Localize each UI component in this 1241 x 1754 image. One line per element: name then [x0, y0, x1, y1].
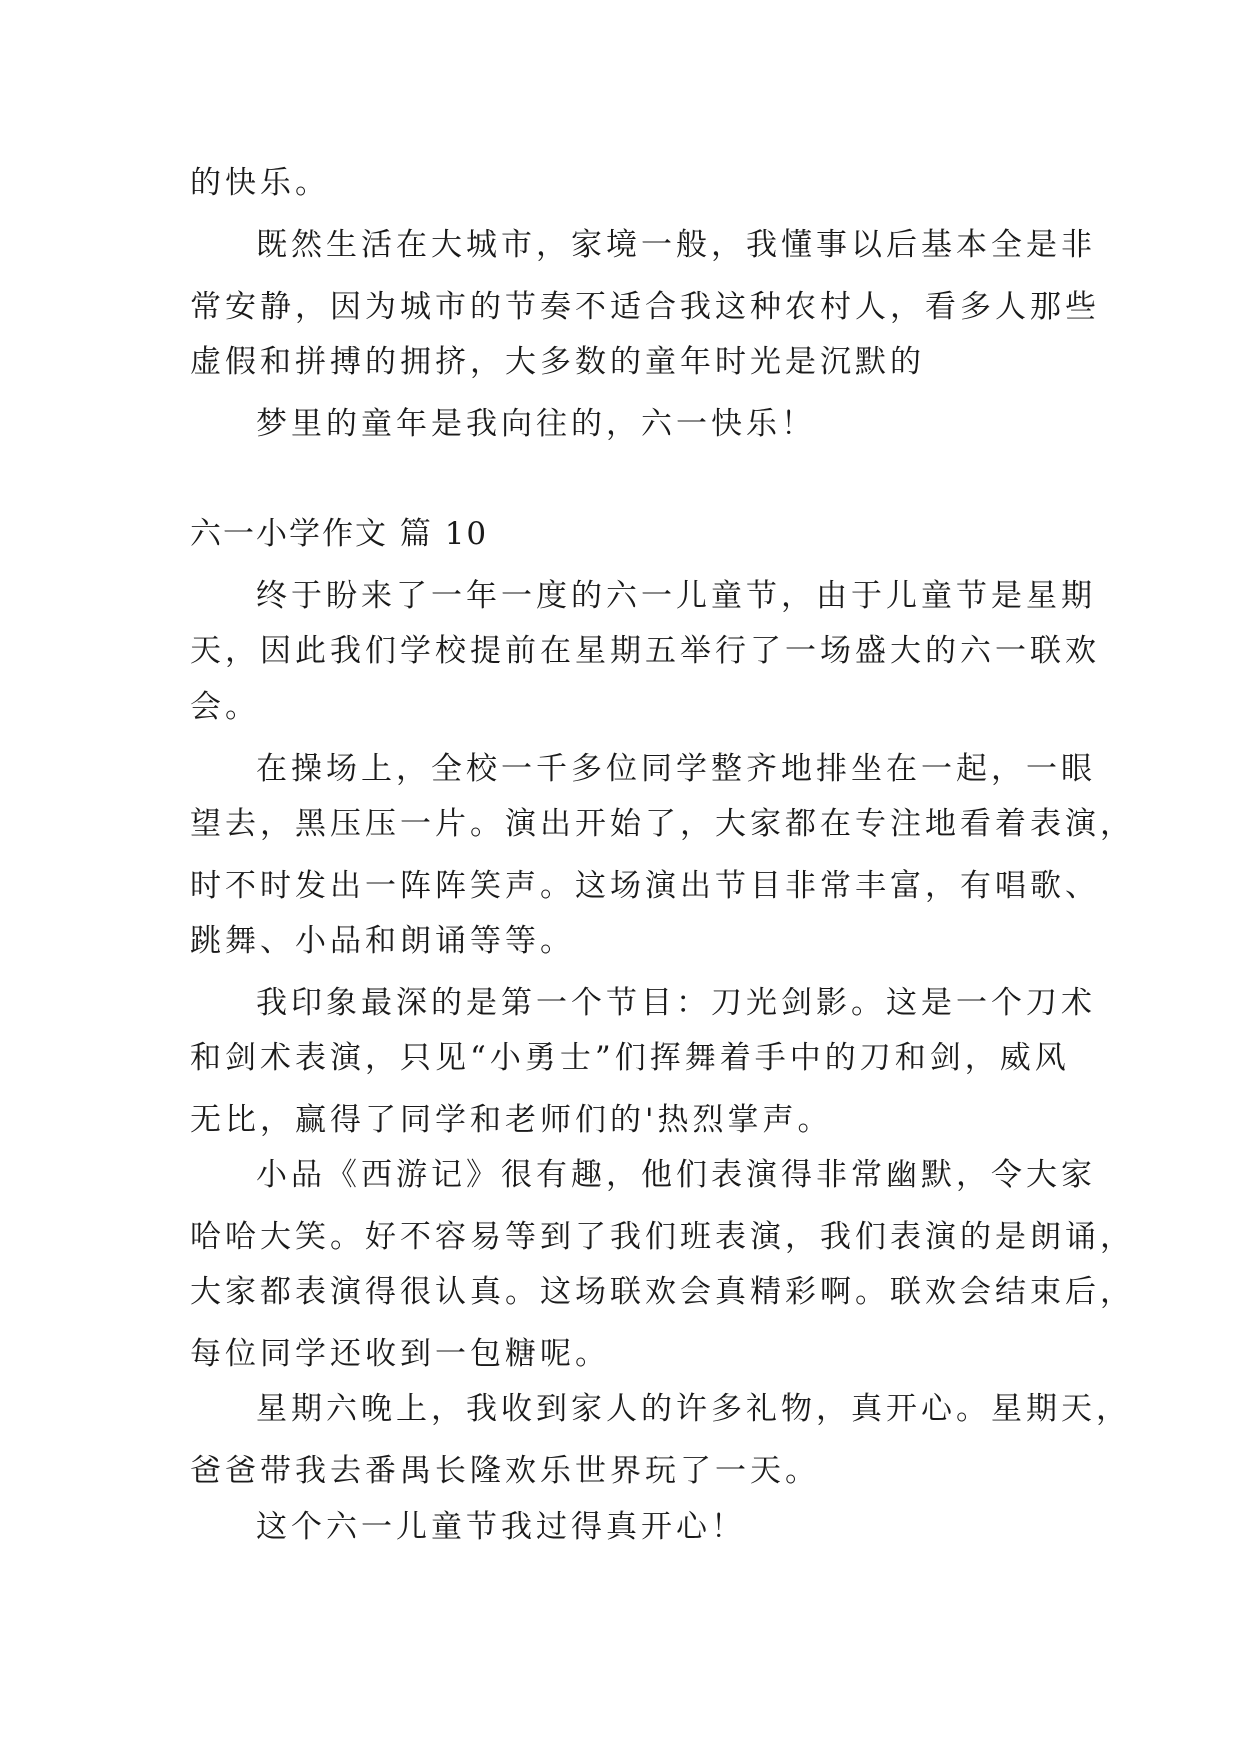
- text-line: 无比，赢得了同学和老师们的'热烈掌声。: [190, 1102, 833, 1138]
- text-line: 哈哈大笑。好不容易等到了我们班表演，我们表演的是朗诵，: [190, 1219, 1135, 1255]
- section-heading: 六一小学作文 篇 10: [190, 516, 489, 552]
- text-line: 常安静，因为城市的节奏不适合我这种农村人，看多人那些: [190, 289, 1100, 325]
- paragraph-start-line: 梦里的童年是我向往的，六一快乐！: [256, 406, 816, 442]
- text-line: 每位同学还收到一包糖呢。: [190, 1336, 610, 1372]
- text-line: 和剑术表演，只见“小勇士”们挥舞着手中的刀和剑，威风: [190, 1040, 1070, 1076]
- text-line: 会。: [190, 689, 260, 725]
- text-line: 望去，黑压压一片。演出开始了，大家都在专注地看着表演，: [190, 806, 1135, 842]
- text-line: 大家都表演得很认真。这场联欢会真精彩啊。联欢会结束后，: [190, 1274, 1135, 1310]
- paragraph-start-line: 这个六一儿童节我过得真开心！: [256, 1509, 746, 1545]
- paragraph-start-line: 星期六晚上，我收到家人的许多礼物，真开心。星期天，: [256, 1391, 1131, 1427]
- paragraph-start-line: 既然生活在大城市，家境一般，我懂事以后基本全是非: [256, 227, 1096, 263]
- paragraph-start-line: 终于盼来了一年一度的六一儿童节，由于儿童节是星期: [256, 578, 1096, 614]
- text-line: 虚假和拼搏的拥挤，大多数的童年时光是沉默的: [190, 344, 925, 380]
- paragraph-start-line: 小品《西游记》很有趣，他们表演得非常幽默，令大家: [256, 1157, 1096, 1193]
- text-line: 天，因此我们学校提前在星期五举行了一场盛大的六一联欢: [190, 633, 1100, 669]
- text-line: 时不时发出一阵阵笑声。这场演出节目非常丰富，有唱歌、: [190, 868, 1100, 904]
- text-line: 跳舞、小品和朗诵等等。: [190, 923, 575, 959]
- paragraph-start-line: 我印象最深的是第一个节目：刀光剑影。这是一个刀术: [256, 985, 1096, 1021]
- paragraph-start-line: 在操场上，全校一千多位同学整齐地排坐在一起，一眼: [256, 751, 1096, 787]
- text-line: 爸爸带我去番禺长隆欢乐世界玩了一天。: [190, 1453, 820, 1489]
- text-line: 的快乐。: [190, 165, 330, 201]
